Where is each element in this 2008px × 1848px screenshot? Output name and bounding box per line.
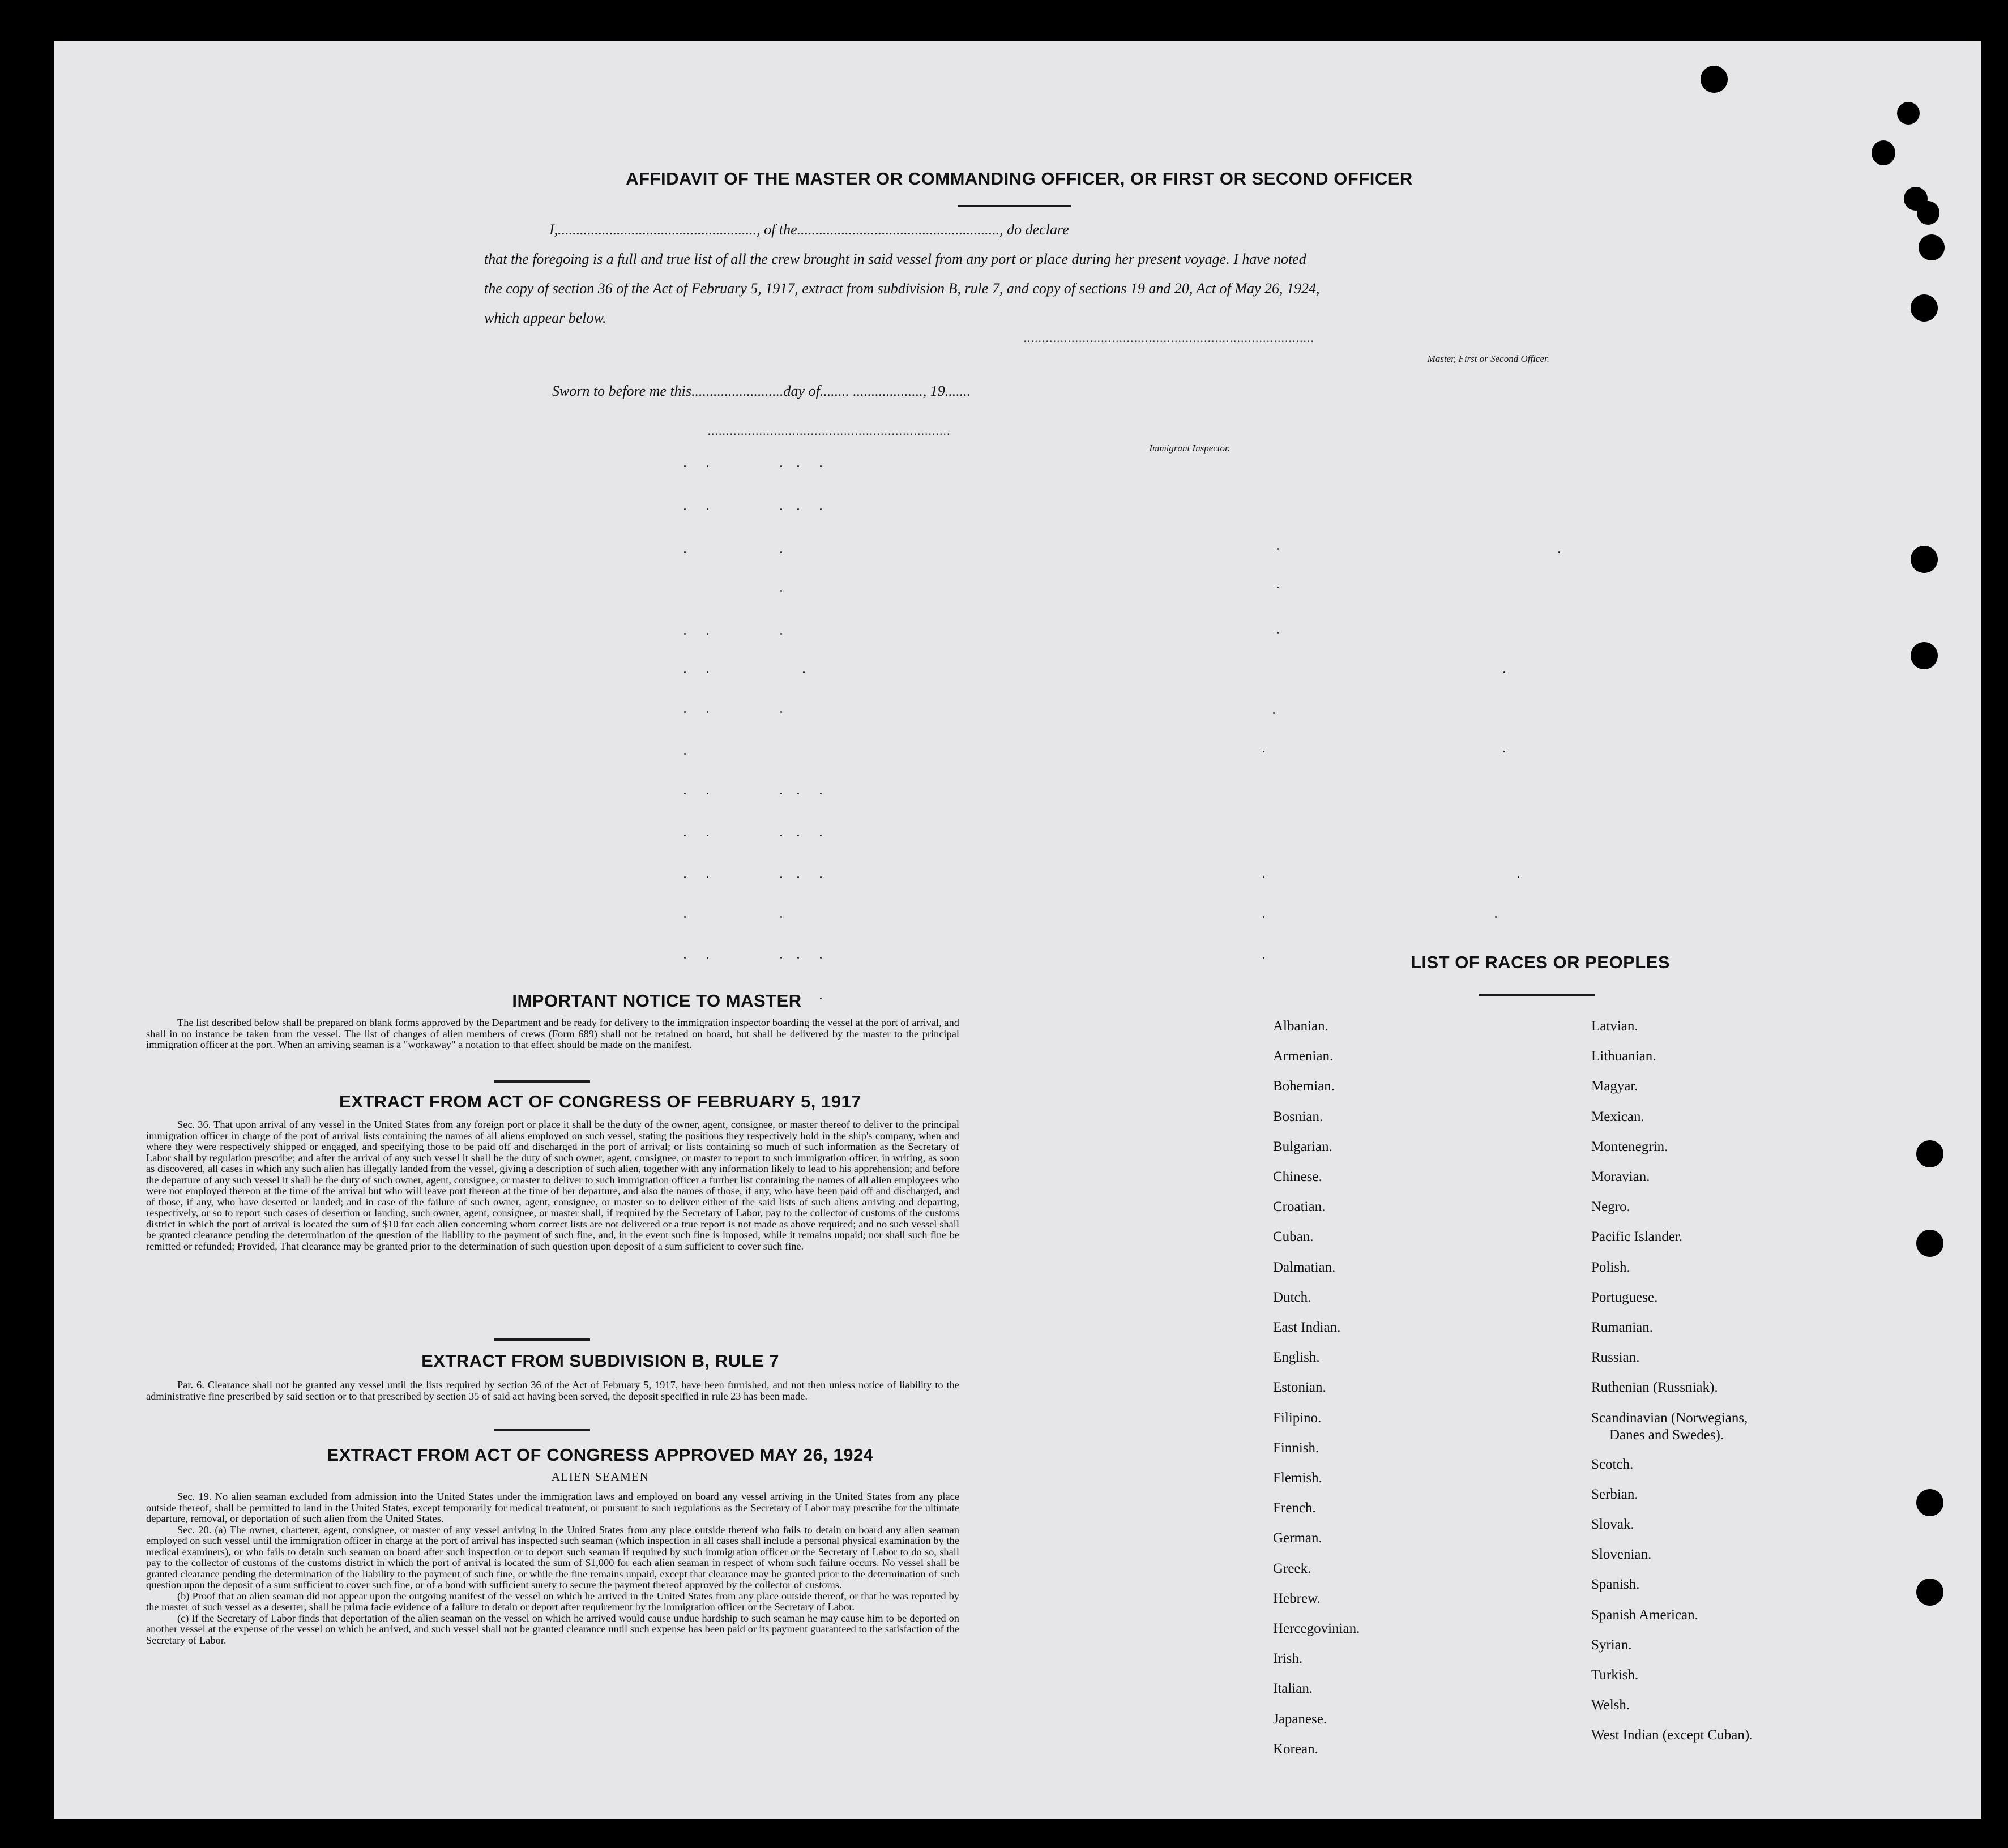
race-item: Scotch. [1591,1456,1634,1472]
notice-text [146,1017,959,1051]
race-item: Filipino. [1273,1410,1322,1426]
race-item: German. [1273,1530,1322,1546]
race-item: Albanian. [1273,1019,1328,1034]
race-item: Dutch. [1273,1289,1311,1305]
section-19-paragraph: Sec. 19. No alien seaman excluded from admission into the United States under the immigration laws and employed on board any vessel arriving in the United States from any place outside thereof, shall be permitted to land in the United States, except temporarily for medical treatment, or pursuant to such regulations as the Secretary of Labor may prescribe for the ultimate departure, removal, or deportation of such alien from the United States. [146,1491,959,1524]
extract-rule7-title: EXTRACT FROM SUBDIVISION B, RULE 7 [421,1351,779,1371]
race-item: Croatian. [1273,1199,1326,1215]
race-item: West Indian (except Cuban). [1591,1727,1753,1743]
extract-1924-subtitle: ALIEN SEAMEN [551,1470,650,1483]
inspector-signature-caption: Immigrant Inspector. [1149,443,1230,454]
race-item: Bulgarian. [1273,1139,1332,1154]
declaration-line-3: the copy of section 36 of the Act of February 5, 1917, extract from subdivision B, rule 7, and copy of sections 19 and 20, Act of May 26, 1924, [484,280,1320,297]
punch-hole [1897,102,1920,125]
races-left-column [1273,1011,1511,1764]
race-item: Japanese. [1273,1711,1327,1727]
race-item: Polish. [1591,1259,1630,1275]
race-item: Hercegovinian. [1273,1621,1360,1637]
affidavit-declaration [484,215,1554,333]
declaration-line-1: I,......................................................, of the......................................................., do declare [549,221,1069,238]
race-item: Lithuanian. [1591,1049,1656,1064]
race-item: Montenegrin. [1591,1139,1668,1154]
section-20b-paragraph: (b) Proof that an alien seaman did not appear upon the outgoing manifest of the vessel on which he arrived in the United States from any place outside thereof, or that he was reported by the master of such vessel as a deserter, shall be prima facie evidence of a failure to detain or deport after requirement by the immigration officer or the Secretary of Labor. [146,1590,959,1612]
punch-hole [1916,1489,1943,1516]
notice-title: IMPORTANT NOTICE TO MASTER [512,991,802,1011]
race-item: Bohemian. [1273,1079,1335,1094]
race-item: Hebrew. [1273,1590,1321,1606]
punch-hole [1701,66,1728,93]
race-item: Rumanian. [1591,1320,1654,1336]
punch-hole [1916,1230,1943,1257]
punch-hole [1872,140,1895,165]
punch-hole [1916,1578,1943,1606]
races-right-column [1591,1011,1829,1751]
race-item: Korean. [1273,1741,1318,1757]
section-divider [494,1080,590,1083]
race-item: Spanish American. [1591,1607,1698,1623]
race-item: French. [1273,1500,1316,1516]
race-item: Latvian. [1591,1019,1638,1034]
race-item: Finnish. [1273,1440,1319,1456]
race-item: English. [1273,1350,1320,1366]
declaration-line-2: that the foregoing is a full and true list of all the crew brought in said vessel from any port or place during her present voyage. I have noted [484,251,1306,267]
race-item: Bosnian. [1273,1109,1323,1124]
race-item: Irish. [1273,1651,1303,1667]
race-item-scandinavian [1591,1403,1795,1449]
notice-paragraph: The list described below shall be prepared on blank forms approved by the Department and be ready for delivery to the immigration inspector boarding the vessel at the port of arrival, and shall in no instance be taken from the vessel. The list of changes of alien members of crews (Form 689) shall not be retained on board, but shall be delivered by the master to the principal immigration officer at the port. When an arriving seaman is a "workaway" a notation to that effect should be made on the manifest. [146,1017,959,1050]
race-item: Greek. [1273,1560,1311,1576]
section-36-paragraph: Sec. 36. That upon arrival of any vessel in the United States from any foreign port or place it shall be the duty of the owner, agent, consignee, or master thereof to deliver to the principal immigration officer in charge of the port of arrival lists containing the names of all aliens employed on such vessel, stating the positions they respectively hold in the ship's company, when and where they were respectively shipped or engaged, and specifying those to be paid off and discharged in the port of arrival; or lists containing so much of such information as the Secretary of Labor shall by regulation prescribe; and after the arrival of any such vessel it shall be the duty of such owner, agent, consignee, or master to report to such immigration officer, in writing, as soon as discovered, all cases in which any such alien has illegally landed from the vessel, giving a description of such alien, together with any information likely to lead to his apprehension; and before the departure of any such vessel it shall be the duty of such owner, agent, consignee, or master to deliver to such immigration officer a further list containing the names of all alien employees who were not employed thereon at the time of the arrival but who will leave port thereon at the time of her departure, and also the names of those, if any, who have been paid off and discharged, and of those, if any, who have deserted or landed; and in case of the failure of such owner, agent, consignee, or master so to deliver either of the said lists of such aliens arriving and departing, respectively, or so to report such cases of desertion or landing, such owner, agent, consignee, or master shall, if required by the Secretary of Labor, pay to the collector of customs of the customs district in which the port of arrival is located the sum of $10 for each alien concerning whom correct lists are not delivered or a true report is not made as above required; and no such vessel shall be granted clearance pending the determination of the question of the liability to the payment of such fine, and, in the event such fine is imposed, while it remains unpaid; nor shall such fine be remitted or refunded; Provided, That clearance may be granted prior to the determination of such question upon deposit of a sum sufficient to cover such fine. [146,1119,959,1252]
section-20c-paragraph: (c) If the Secretary of Labor finds that deportation of the alien seaman on the vessel on which he arrived would cause undue hardship to such seaman he may cause him to be deported on another vessel at the expense of the vessel on which he arrived, and such vessel shall not be granted clearance until such expense has been paid or its payment guaranteed to the satisfaction of the Secretary of Labor. [146,1612,959,1646]
extract-rule7-text [146,1380,959,1402]
race-item: Italian. [1273,1681,1313,1697]
race-item: Mexican. [1591,1109,1644,1124]
extract-1917-text [146,1119,959,1252]
race-item-line: Scandinavian (Norwegians, [1591,1410,1748,1426]
races-title: LIST OF RACES OR PEOPLES [1410,952,1671,972]
punch-hole [1911,294,1938,322]
race-item: Welsh. [1591,1697,1630,1713]
title-divider [958,205,1071,207]
punch-hole [1916,1140,1943,1167]
race-item: Chinese. [1273,1169,1322,1185]
section-20a-paragraph: Sec. 20. (a) The owner, charterer, agent, consignee, or master of any vessel arriving in the United States from any place outside thereof who fails to detain on board any alien seaman employed on such vessel until the immigration officer in charge at the port of arrival has inspected such seaman (which inspection in all cases shall include a personal physical examination by the medical examiners), or who fails to detain such seaman on board after such inspection or to deport such seaman if required by such immigration officer or the Secretary of Labor to do so, shall pay to the collector of customs of the customs district in which the port of arrival is located the sum of $1,000 for each alien seaman in respect of whom such failure occurs. No vessel shall be granted clearance pending the determination of the liability to the payment of such fine, or while the fine remains unpaid, except that clearance may be granted prior to the determination of such question upon the deposit of a sum sufficient to cover such fine, or of a bond with sufficient surety to secure the payment thereof approved by the collector of customs. [146,1524,959,1590]
paragraph-6: Par. 6. Clearance shall not be granted any vessel until the lists required by section 36 of the Act of February 5, 1917, have been furnished, and not then unless notice of liability to the administrative fine prescribed by said section or to that prescribed by section 35 of said act having been served, the deposit specified in rule 23 has been made. [146,1379,959,1402]
section-divider [494,1429,590,1431]
race-item: Portuguese. [1591,1289,1658,1305]
race-item: Syrian. [1591,1637,1632,1653]
race-item: Flemish. [1273,1470,1322,1486]
race-item: Negro. [1591,1199,1630,1215]
race-item: Spanish. [1591,1577,1640,1593]
race-item: Serbian. [1591,1486,1638,1502]
punch-hole [1919,234,1945,260]
sworn-line: Sworn to before me this.........................day of........ ..................., 19....... [552,383,971,399]
punch-hole [1917,201,1939,225]
race-item-line: Danes and Swedes). [1609,1427,1724,1443]
race-item: East Indian. [1273,1320,1341,1336]
section-divider [494,1338,590,1341]
race-item: Pacific Islander. [1591,1229,1683,1245]
extract-1924-title: EXTRACT FROM ACT OF CONGRESS APPROVED MAY 26, 1924 [327,1445,874,1465]
race-item: Ruthenian (Russniak). [1591,1380,1718,1396]
race-item: Cuban. [1273,1229,1314,1245]
race-item: Russian. [1591,1350,1640,1366]
affidavit-title: AFFIDAVIT OF THE MASTER OR COMMANDING OFFICER, OR FIRST OR SECOND OFFICER [626,169,1413,189]
races-divider [1479,994,1595,996]
punch-hole [1911,642,1938,669]
race-item: Moravian. [1591,1169,1650,1185]
declaration-line-4: which appear below. [484,310,606,326]
inspector-signature-line: .................................................................. [708,424,951,438]
race-item: Slovak. [1591,1517,1634,1533]
extract-1917-title: EXTRACT FROM ACT OF CONGRESS OF FEBRUARY 5, 1917 [339,1092,861,1111]
extract-1924-text [146,1491,959,1646]
race-item: Turkish. [1591,1667,1639,1683]
race-item: Armenian. [1273,1049,1334,1064]
race-item: Magyar. [1591,1079,1638,1094]
race-item: Dalmatian. [1273,1259,1336,1275]
race-item: Estonian. [1273,1380,1326,1396]
master-signature-line: ............................................................................... [1024,331,1315,345]
master-signature-caption: Master, First or Second Officer. [1427,353,1549,364]
race-item: Slovenian. [1591,1547,1652,1563]
punch-hole [1911,546,1938,573]
